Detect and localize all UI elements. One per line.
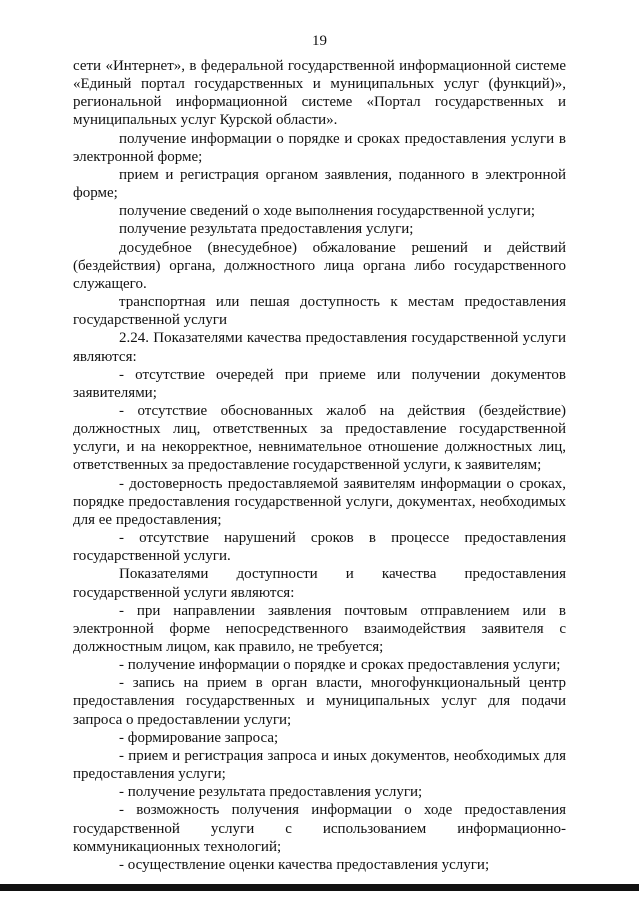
paragraph-4: получение сведений о ходе выполнения государственной услуги;: [119, 203, 536, 220]
paragraph-6: досудебное (внесудебное) обжалование решений и действий (бездействия) органа, должностного лица органа либо государственного служащего.: [73, 239, 566, 292]
paragraph-3: прием и регистрация органом заявления, поданного в электронной форме;: [73, 166, 566, 202]
paragraph-2: получение информации о порядке и сроках предоставления услуги в электронной форме;: [73, 130, 566, 165]
paragraph-18: - прием и регистрация запроса и иных документов, необходимых для предоставления услуги;: [73, 747, 566, 783]
paragraph-10: - отсутствие обоснованных жалоб на действия (бездействие) должностных лиц, ответственных за предоставление государственной услуги, и на некорректное, невнимательное отношение должностных лиц, ответственных за предоставление государственной услуги, к заявителям;: [73, 402, 566, 474]
paragraph-21: - осуществление оценки качества предоставления услуги;: [119, 856, 490, 873]
paragraph-12: - отсутствие нарушений сроков в процессе предоставления государственной услуги.: [73, 530, 566, 565]
scan-bottom-edge: [0, 884, 639, 891]
paragraph-19: - получение результата предоставления услуги;: [119, 784, 423, 801]
page-number: 19: [312, 33, 327, 49]
paragraph-14: - при направлении заявления почтовым отправлением или в электронной форме непосредственного взаимодействия заявителя с должностным лицом, как правило, не требуется;: [73, 602, 566, 655]
paragraph-5: получение результата предоставления услуги;: [119, 221, 414, 238]
document-body: [73, 57, 566, 874]
paragraph-9: - отсутствие очередей при приеме или получении документов заявителями;: [73, 366, 566, 401]
paragraph-8: 2.24. Показателями качества предоставления государственной услуги являются:: [73, 330, 566, 365]
paragraph-16: - запись на прием в орган власти, многофункциональный центр предоставления государственных и муниципальных услуг для подачи запроса о предоставлении услуги;: [73, 675, 566, 728]
paragraph-17: - формирование запроса;: [119, 729, 279, 746]
paragraph-13: Показателями доступности и качества предоставления государственной услуги являются:: [73, 566, 566, 601]
paragraph-11: - достоверность предоставляемой заявителям информации о сроках, порядке предоставления государственной услуги, документах, необходимых для ее предоставления;: [73, 475, 566, 528]
paragraph-15: - получение информации о порядке и сроках предоставления услуги;: [119, 657, 561, 674]
paragraph-20: - возможность получения информации о ходе предоставления государственной услуги с использованием информационно-коммуникационных технологий;: [73, 802, 566, 855]
paragraph-7: транспортная или пешая доступность к местам предоставления государственной услуги: [73, 294, 566, 329]
paragraph-1: сети «Интернет», в федеральной государственной информационной системе «Единый портал государственных и муниципальных услуг (функций)», региональной информационной системе «Портал государственных и муниципальных услуг Курской области».: [73, 58, 566, 129]
